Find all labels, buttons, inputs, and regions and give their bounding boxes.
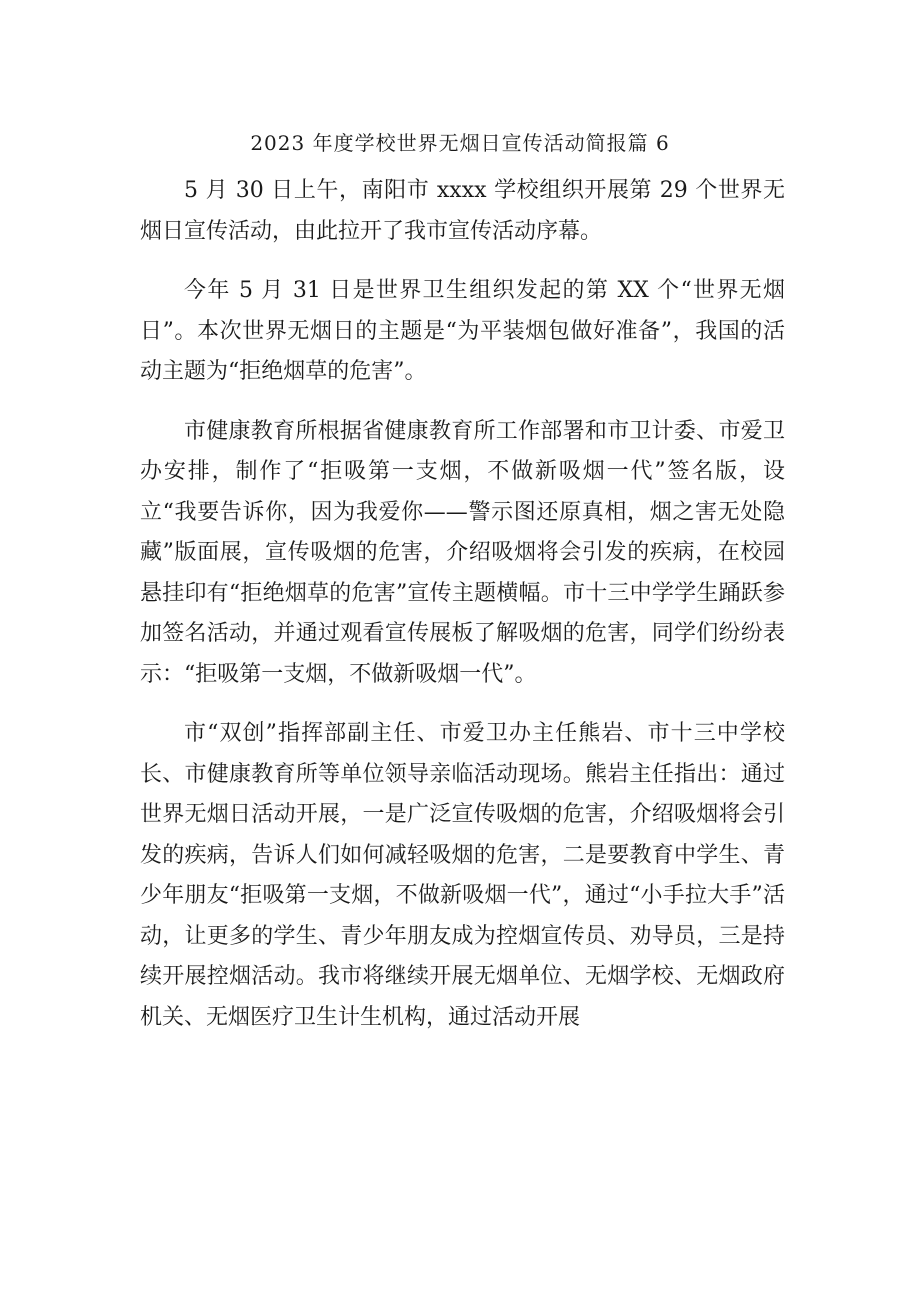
document-title: 2023 年度学校世界无烟日宣传活动简报篇 6 [250,131,670,155]
paragraph-4: 市“双创”指挥部副主任、市爱卫办主任熊岩、市十三中学校长、市健康教育所等单位领导亲临活动现场。熊岩主任指出：通过世界无烟日活动开展，一是广泛宣传吸烟的危害，介绍吸烟将会引发的疾病，告诉人们如何减轻吸烟的危害，二是要教育中学生、青少年朋友“拒吸第一支烟，不做新吸烟一代”，通过“小手拉大手”活动，让更多的学生、青少年朋友成为控烟宣传员、劝导员，三是持续开展控烟活动。我市将继续开展无烟单位、无烟学校、无烟政府机关、无烟医疗卫生计生机构，通过活动开展 [140,721,785,1030]
paragraph-2: 今年 5 月 31 日是世界卫生组织发起的第 XX 个“世界无烟日”。本次世界无烟日的主题是“为平装烟包做好准备”，我国的活动主题为“拒绝烟草的危害”。 [140,278,785,384]
paragraph-3: 市健康教育所根据省健康教育所工作部署和市卫计委、市爱卫办安排，制作了“拒吸第一支烟，不做新吸烟一代”签名版，设立“我要告诉你，因为我爱你——警示图还原真相，烟之害无处隐藏”版面展，宣传吸烟的危害，介绍吸烟将会引发的疾病，在校园悬挂印有“拒绝烟草的危害”宣传主题横幅。市十三中学学生踊跃参加签名活动，并通过观看宣传展板了解吸烟的危害，同学们纷纷表示：“拒吸第一支烟，不做新吸烟一代”。 [140,418,785,687]
paragraph-1: 5 月 30 日上午，南阳市 xxxx 学校组织开展第 29 个世界无烟日宣传活动，由此拉开了我市宣传活动序幕。 [140,178,785,244]
document-body [140,171,785,1057]
